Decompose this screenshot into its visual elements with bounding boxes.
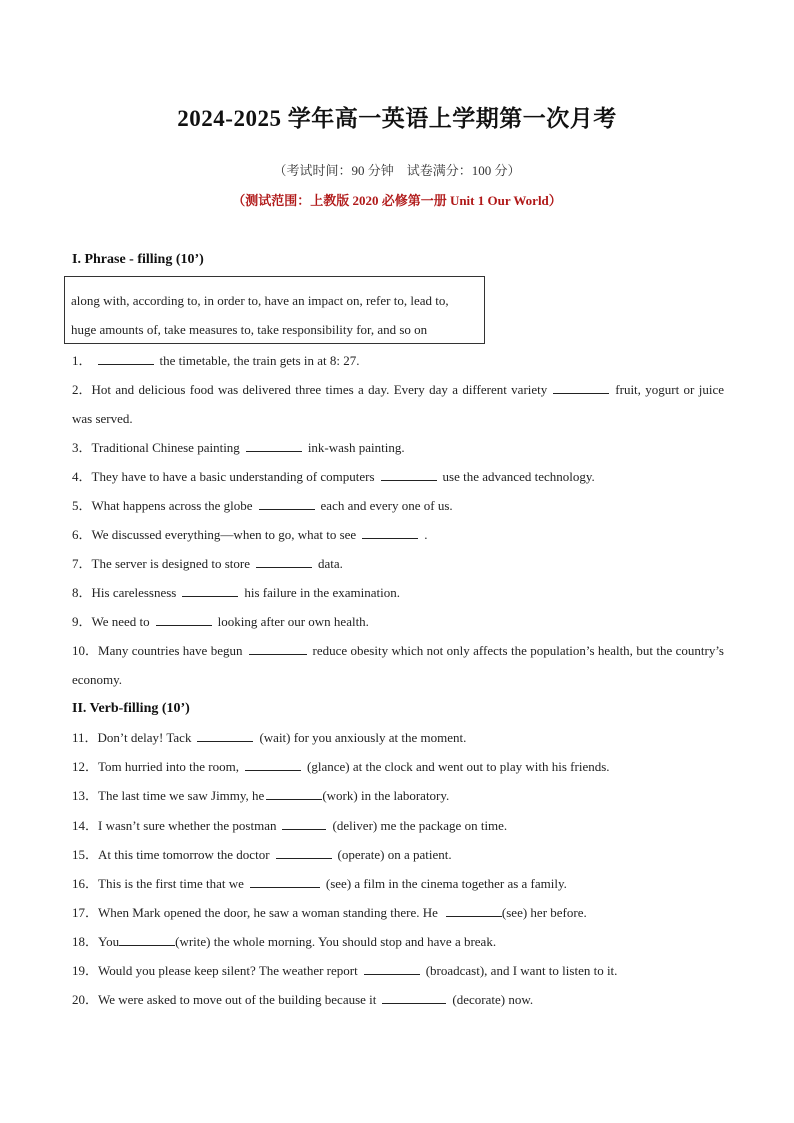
answer-blank[interactable] (364, 961, 420, 975)
test-scope: （测试范围：上教版 2020 必修第一册 Unit 1 Our World） (232, 193, 562, 208)
question-13: 13．The last time we saw Jimmy, he (work) in the laboratory. (72, 788, 450, 803)
question-14: 14．I wasn’t sure whether the postman (deliver) me the package on time. (72, 818, 508, 833)
answer-blank[interactable] (382, 990, 446, 1004)
question-17: 17．When Mark opened the door, he saw a woman standing there. He (see) her before. (72, 905, 587, 920)
page-title: 2024-2025 学年高一英语上学期第一次月考 (177, 106, 617, 131)
answer-blank[interactable] (98, 351, 154, 365)
question-16: 16．This is the first time that we (see) a film in the cinema together as a family. (72, 876, 567, 891)
question-15: 15．At this time tomorrow the doctor (operate) on a patient. (72, 847, 452, 862)
question-7: 7．The server is designed to store data. (72, 556, 343, 571)
answer-blank[interactable] (266, 786, 322, 800)
question-11: 11．Don’t delay! Tack (wait) for you anxiously at the moment. (72, 730, 467, 745)
word-bank-line: huge amounts of, take measures to, take responsibility for, and so on (71, 322, 428, 337)
question-5: 5．What happens across the globe each and every one of us. (72, 498, 453, 513)
answer-blank[interactable] (256, 554, 312, 568)
answer-blank[interactable] (282, 816, 326, 830)
answer-blank[interactable] (246, 438, 302, 452)
question-2: 2．Hot and delicious food was delivered three times a day. Every day a different variety fruit, yogurt or juice was served. (72, 382, 724, 426)
question-10: 10．Many countries have begun reduce obesity which not only affects the population’s health, but the country’s economy. (72, 643, 724, 687)
answer-blank[interactable] (119, 932, 175, 946)
answer-blank[interactable] (553, 380, 609, 394)
answer-blank[interactable] (197, 728, 253, 742)
question-6: 6．We discussed everything—when to go, what to see . (72, 527, 428, 542)
question-20: 20．We were asked to move out of the building because it (decorate) now. (72, 992, 534, 1007)
word-bank-line: along with, according to, in order to, have an impact on, refer to, lead to, (71, 293, 449, 308)
question-12: 12．Tom hurried into the room, (glance) at the clock and went out to play with his friends. (72, 759, 610, 774)
exam-info: （考试时间：90 分钟 试卷满分：100 分） (273, 163, 521, 178)
answer-blank[interactable] (245, 757, 301, 771)
answer-blank[interactable] (249, 641, 307, 655)
question-1: 1． the timetable, the train gets in at 8: 27. (72, 353, 360, 368)
question-19: 19．Would you please keep silent? The weather report (broadcast), and I want to listen to it. (72, 963, 618, 978)
answer-blank[interactable] (446, 903, 502, 917)
answer-blank[interactable] (182, 583, 238, 597)
answer-blank[interactable] (259, 496, 315, 510)
answer-blank[interactable] (250, 874, 320, 888)
question-3: 3．Traditional Chinese painting ink-wash painting. (72, 440, 405, 455)
question-4: 4．They have to have a basic understanding of computers use the advanced technology. (72, 469, 595, 484)
section-heading-phrase-filling: I. Phrase - filling (10’) (72, 252, 204, 267)
answer-blank[interactable] (156, 612, 212, 626)
answer-blank[interactable] (276, 845, 332, 859)
answer-blank[interactable] (381, 467, 437, 481)
word-bank-box (64, 276, 485, 344)
answer-blank[interactable] (362, 525, 418, 539)
question-18: 18．You (write) the whole morning. You should stop and have a break. (72, 934, 497, 949)
question-9: 9．We need to looking after our own health. (72, 614, 369, 629)
question-8: 8．His carelessness his failure in the examination. (72, 585, 400, 600)
section-heading-verb-filling: II. Verb-filling (10’) (72, 701, 190, 716)
